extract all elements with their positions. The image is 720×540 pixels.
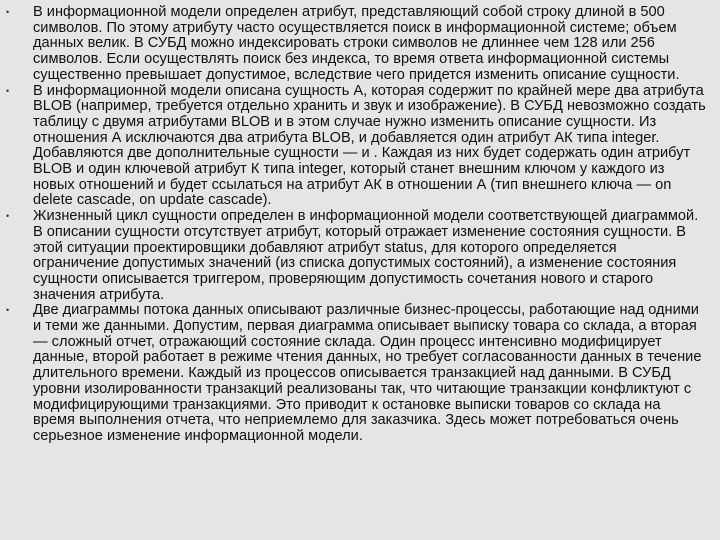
bullet-dot-icon: • [6,211,10,222]
bullet-item-3 [0,209,706,303]
bullet-text-2: В информационной модели описана сущность А, которая содержит по крайней мере два атрибута BLOB (например, требуется отдельно хранить и звук и изображение). В СУБД невозможно создать таблицу с двумя атрибутами BLOB и в этом случае нужно изменить описание сущности. Из отношения А исключаются два атрибута BLOB, и добавляется один атрибут АК типа integer. Добавляются две дополнительные сущности — и . Каждая из них будет содержать один атрибут BLOB и один ключевой атрибут К типа integer, который станет внешним ключом у каждого из новых отношений и будет ссылаться на атрибут АК в отношении А (тип внешнего ключа — on delete cascade, on update cascade). [33,82,706,209]
bullet-item-4 [0,303,706,444]
bullet-item-1 [0,5,706,84]
bullet-list [0,5,706,445]
bullet-text-4: Две диаграммы потока данных описывают различные бизнес-процессы, работающие над одними и теми же данными. Допустим, первая диаграмма описывает выписку товара со склада, а вторая — сложный отчет, отражающий состояние склада. Один процесс интенсивно модифицирует данные, второй работает в режиме чтения данных, но требует согласованности данных в течение длительного времени. Каждый из процессов описывается транзакцией над данными. В СУБД уровни изолированности транзакций реализованы так, что читающие транзакции конфликтуют с модифицирующими транзакциями. Это приводит к остановке выписки товаров со склада на время выполнения отчета, что неприемлемо для заказчика. Здесь может потребоваться очень серьезное изменение информационной модели. [33,302,702,444]
bullet-text-3: Жизненный цикл сущности определен в информационной модели соответствующей диаграммой. В описании сущности отсутствует атрибут, который отражает изменение состояния сущности. В этой ситуации проектировщики добавляют атрибут status, для которого определяется ограничение допустимых значений (из списка допустимых состояний), а изменение состояния сущности описывается триггером, проверяющим допустимость сочетания нового и старого значения атрибута. [33,208,699,303]
bullet-item-2 [0,84,706,210]
bullet-dot-icon: • [6,7,10,17]
bullet-dot-icon: • [6,305,10,316]
bullet-text-1: В информационной модели определен атрибут, представляющий собой строку длиной в 500 символов. По этому атрибуту часто осуществляется поиск в информационной системе; объем данных велик. В СУБД можно индексировать строки символов не длиннее чем 128 или 256 символов. Если осуществлять поиск без индекса, то время ответа информационной системы существенно превышает допустимое, вследствие чего придется изменить описание сущности. [33,4,680,83]
bullet-dot-icon: • [6,85,10,96]
